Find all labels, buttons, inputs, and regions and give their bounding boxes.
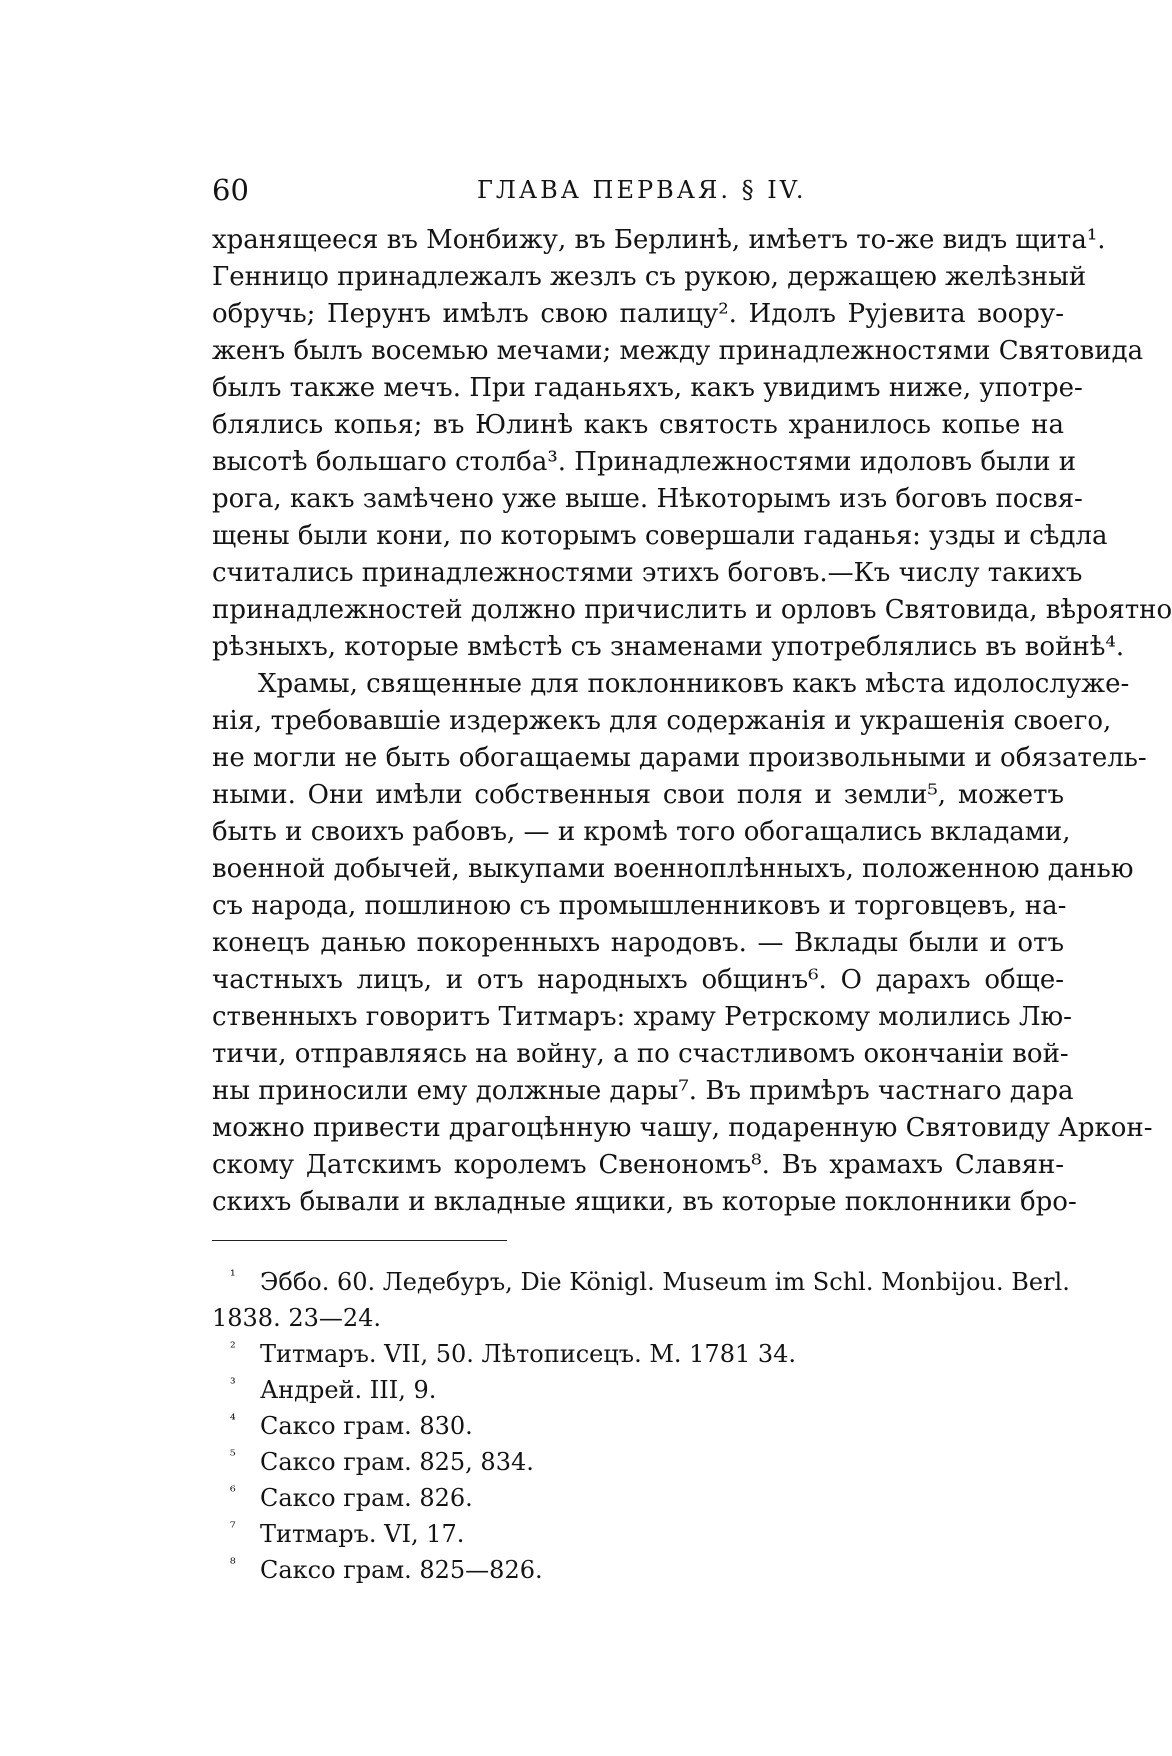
text-line: ны приносили ему должные дары⁷. Въ примѣръ частнаго дара <box>212 1076 1074 1106</box>
running-head: ГЛАВА ПЕРВАЯ. § IV. <box>477 176 807 204</box>
footnote-text: Эббо. 60. Ледебуръ, Die Königl. Museum im Schl. Monbijou. Berl. <box>260 1268 1070 1296</box>
footnote-marker: ² <box>230 1340 236 1356</box>
text-line: ственныхъ говоритъ Титмаръ: храму Ретрскому молились Лю- <box>212 1002 1072 1032</box>
footnote-text: 1838. 23—24. <box>212 1304 382 1332</box>
text-line: тичи, отправляясь на войну, а по счастливомъ окончаніи вой- <box>212 1039 1069 1069</box>
footnote <box>212 1516 1064 1552</box>
footnotes <box>212 1264 1070 1588</box>
footnote-divider <box>212 1240 507 1241</box>
text-line: съ народа, пошлиною съ промышленниковъ и торговцевъ, на- <box>212 891 1067 921</box>
footnote-marker: ⁴ <box>230 1412 236 1428</box>
text-line: былъ также мечъ. При гаданьяхъ, какъ увидимъ ниже, употре- <box>212 373 1083 403</box>
text-line: нія, требовавшіе издержекъ для содержанія и украшенія своего, <box>212 706 1112 736</box>
text-line: считались принадлежностями этихъ боговъ.—Къ числу такихъ <box>212 558 1083 588</box>
footnote-marker: ³ <box>230 1376 236 1392</box>
footnote-marker: ⁸ <box>230 1556 236 1572</box>
footnote-text: Саксо грам. 826. <box>260 1484 473 1512</box>
text-line: блялись копья; въ Юлинѣ какъ святость хранилось копье на <box>212 410 1064 440</box>
text-line: военной добычей, выкупами военноплѣнныхъ, положенною данью <box>212 854 1134 884</box>
text-line: обручь; Перунъ имѣлъ свою палицу². Идолъ Руjевита воору- <box>212 299 1064 329</box>
footnote <box>212 1444 1064 1480</box>
text-line: ными. Они имѣли собственныя свои поля и земли⁵, можетъ <box>212 780 1064 810</box>
footnote <box>212 1552 1064 1588</box>
text-line: скихъ бывали и вкладные ящики, въ которые поклонники бро- <box>212 1187 1077 1217</box>
text-line: быть и своихъ рабовъ, — и кромѣ того обогащались вкладами, <box>212 817 1071 847</box>
text-line: рѣзныхъ, которые вмѣстѣ съ знаменами употреблялись въ войнѣ⁴. <box>212 632 1125 662</box>
footnote <box>212 1264 1070 1300</box>
text-line: рога, какъ замѣчено уже выше. Нѣкоторымъ изъ боговъ посвя- <box>212 484 1083 514</box>
text-line: хранящееся въ Монбижу, въ Берлинѣ, имѣетъ то-же видъ щита¹. <box>212 225 1106 255</box>
footnote-marker: ⁷ <box>230 1520 236 1536</box>
footnote-continuation <box>212 1300 1064 1336</box>
text-line: щены были кони, по которымъ совершали гаданья: узды и сѣдла <box>212 521 1108 551</box>
footnote <box>212 1372 1064 1408</box>
footnote <box>212 1336 1064 1372</box>
footnote-text: Саксо грам. 825, 834. <box>260 1448 534 1476</box>
text-line: Храмы, священные для поклонниковъ какъ мѣста идолослуже- <box>258 669 1130 699</box>
text-line: частныхъ лицъ, и отъ народныхъ общинъ⁶. О дарахъ обще- <box>212 965 1064 995</box>
page-header <box>212 168 1064 212</box>
footnote-marker: ¹ <box>230 1268 236 1284</box>
text-line: конецъ данью покоренныхъ народовъ. — Вклады были и отъ <box>212 928 1064 958</box>
main-text <box>212 222 1172 1221</box>
footnote-text: Саксо грам. 830. <box>260 1412 473 1440</box>
footnote-marker: ⁶ <box>230 1484 236 1500</box>
footnote-text: Титмаръ. VI, 17. <box>260 1520 465 1548</box>
text-line: Генницо принадлежалъ жезлъ съ рукою, держащею желѣзный <box>212 262 1087 292</box>
text-line: высотѣ большаго столба³. Принадлежностями идоловъ были и <box>212 447 1077 477</box>
footnote <box>212 1480 1064 1516</box>
text-line: женъ былъ восемью мечами; между принадлежностями Святовида <box>212 336 1144 366</box>
page-number: 60 <box>212 173 249 207</box>
footnote-text: Саксо грам. 825—826. <box>260 1556 543 1584</box>
footnote-text: Андрей. III, 9. <box>260 1376 437 1404</box>
text-line: скому Датскимъ королемъ Свенономъ⁸. Въ храмахъ Славян- <box>212 1150 1064 1180</box>
text-line: можно привести драгоцѣнную чашу, подаренную Святовиду Аркон- <box>212 1113 1153 1143</box>
text-line: принадлежностей должно причислить и орловъ Святовида, вѣроятно <box>212 595 1172 625</box>
text-line: не могли не быть обогащаемы дарами произвольными и обязатель- <box>212 743 1147 773</box>
footnote-marker: ⁵ <box>230 1448 236 1464</box>
footnote <box>212 1408 1064 1444</box>
footnote-text: Титмаръ. VII, 50. Лѣтописецъ. М. 1781 34. <box>260 1340 797 1368</box>
